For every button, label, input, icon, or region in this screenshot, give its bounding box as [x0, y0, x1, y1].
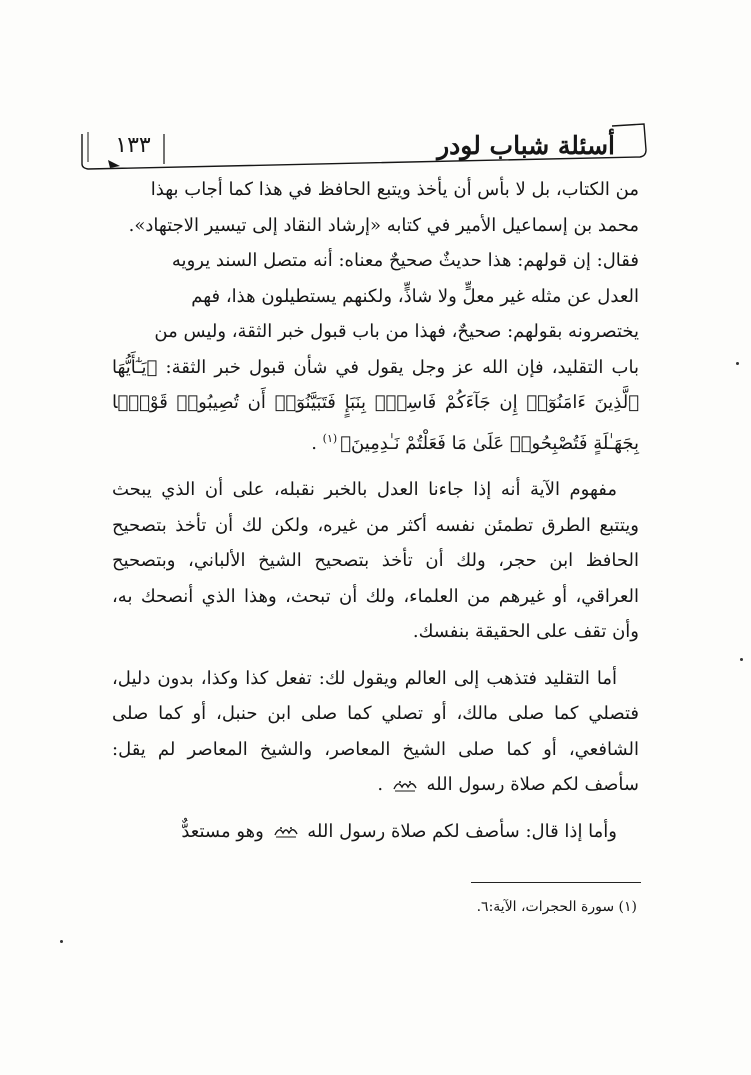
paragraph-1 [112, 172, 639, 461]
paragraph-3-text: أما التقليد فتذهب إلى العالم ويقول لك: تفعل كذا وكذا، بدون دليل، فتصلي كما صلى مالك، أو تصلي كما صلى ابن حنبل، أو كما صلى الشافعي، أو كما صلى الشيخ المعاصر، والشيخ المعاصر لم يقل: سأصف لكم صلاة رسول الله [112, 667, 639, 795]
scan-speck [740, 658, 743, 661]
footnote-divider [471, 882, 641, 883]
paragraph-1-end: . [311, 432, 317, 454]
header-frame [0, 0, 751, 200]
paragraph-3-end: . [377, 774, 384, 795]
footnote-text: سورة الحجرات، الآية:٦. [476, 899, 615, 915]
paragraph-4 [112, 814, 639, 850]
paragraph-1-line-2: محمد بن إسماعيل الأمير في كتابه «إرشاد النقاد إلى تيسير الاجتهاد». [128, 214, 639, 236]
scan-speck [60, 940, 63, 943]
sallallahu-alayhi-wasallam-icon [392, 778, 418, 793]
page-number: ١٣٣ [115, 133, 151, 158]
paragraph-3 [112, 661, 639, 803]
paragraph-1-line-6: باب التقليد، فإن الله عز وجل يقول في شأن قبول خبر الثقة: [165, 356, 639, 378]
body-text [112, 172, 639, 849]
footnote [477, 896, 637, 918]
footnote-reference: (١) [322, 431, 338, 445]
running-title: أسئلة شباب لودر [437, 131, 615, 160]
paragraph-4-text-before: وأما إذا قال: سأصف لكم صلاة رسول الله [307, 820, 617, 842]
paragraph-4-text-after: وهو مستعدٌّ [181, 820, 264, 842]
paragraph-1-line-5: يختصرونه بقولهم: صحيحٌ، فهذا من باب قبول خبر الثقة، وليس من [154, 321, 639, 342]
scan-speck [736, 362, 739, 365]
paragraph-1-line-4: العدل عن مثله غير معلٍّ ولا شاذٍّ، ولكنهم يستطيلون هذا، فهم [191, 285, 639, 307]
sallallahu-alayhi-wasallam-icon [273, 824, 299, 839]
footnote-marker: (١) [618, 899, 637, 915]
quran-verse: ﴿يَـٰٓأَيُّهَا ٱلَّذِينَ ءَامَنُوٓا۟ إِن جَآءَكُمْ فَاسِقٌۢ بِنَبَإٍ فَتَبَيَّنُوٓا۟ أَن تُصِيبُوا۟ قَوْمًۢا بِجَهَـٰلَةٍ فَتُصْبِحُوا۟ عَلَىٰ مَا فَعَلْتُمْ نَـٰدِمِينَ﴾ [112, 356, 639, 454]
paragraph-2: مفهوم الآية أنه إذا جاءنا العدل بالخبر نقبله، على أن الذي يبحث ويتتبع الطرق تطمئن نفسه أكثر من غيره، ولكن لك أن تأخذ بتصحيح الحافظ ابن حجر، ولك أن تأخذ بتصحيح الشيخ الألباني، وبتصحيح العراقي، أو غيرهم من العلماء، ولك أن تبحث، وهذا الذي أنصحك به، وأن تقف على الحقيقة بنفسك. [112, 479, 639, 642]
paragraph-1-line-1: من الكتاب، بل لا بأس أن يأخذ ويتبع الحافظ في هذا كما أجاب بهذا [150, 179, 639, 200]
paragraph-1-line-3: فقال: إن قولهم: هذا حديثٌ صحيحٌ معناه: أنه متصل السند يرويه [171, 250, 639, 271]
